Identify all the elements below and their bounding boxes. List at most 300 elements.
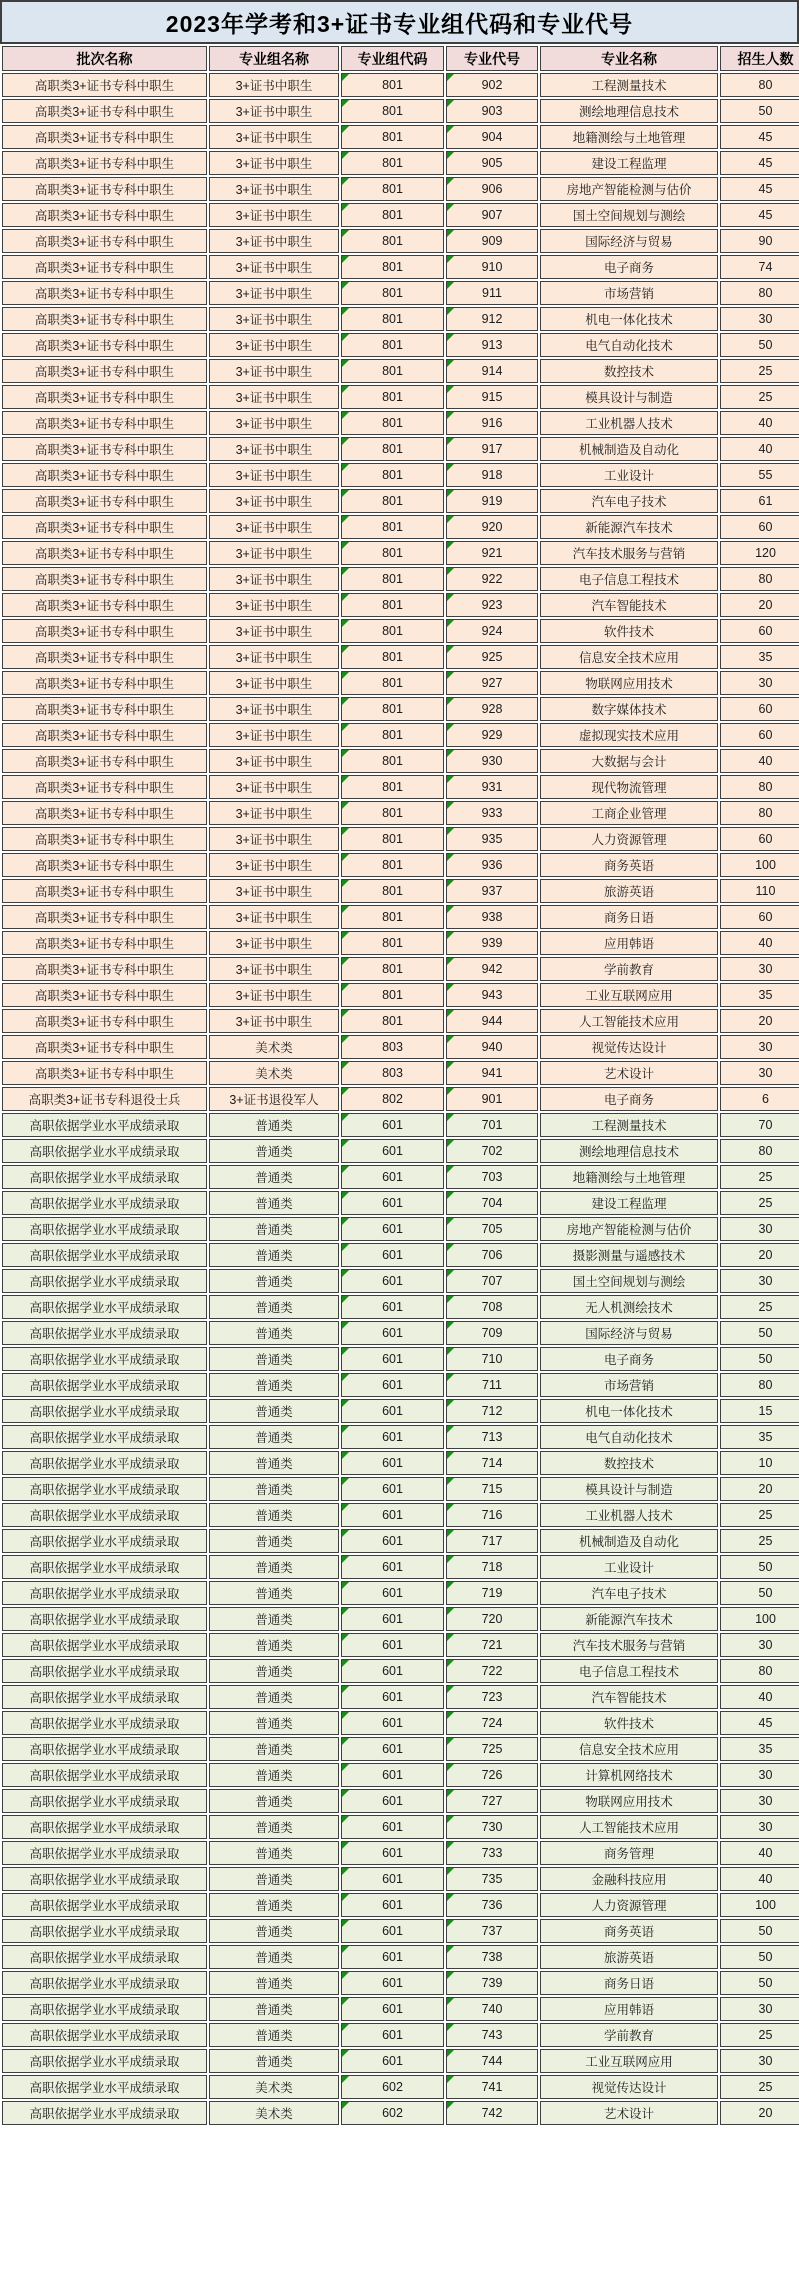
- batch-value: 高职类3+证书专科中职生: [34, 859, 175, 873]
- group-value: 3+证书中职生: [235, 339, 313, 353]
- cell-flag-triangle-icon: [447, 152, 454, 159]
- batch-value: 高职类3+证书专科中职生: [34, 365, 175, 379]
- enrollment-value: 50: [758, 1352, 773, 1366]
- group-code-value: 601: [382, 1612, 403, 1626]
- group-cell: [209, 1035, 339, 1059]
- major-code-cell: [446, 1139, 538, 1163]
- group-code-cell: [341, 1113, 444, 1137]
- major-code-cell: [446, 541, 538, 565]
- cell-flag-triangle-icon: [447, 1816, 454, 1823]
- enrollment-cell: [720, 255, 799, 279]
- enrollment-value: 30: [758, 1040, 773, 1054]
- table-row: [2, 827, 799, 851]
- major-code-cell: [446, 879, 538, 903]
- group-value: 普通类: [255, 1379, 293, 1393]
- batch-cell: [2, 1113, 207, 1137]
- table-row: [2, 1685, 799, 1709]
- cell-flag-triangle-icon: [447, 1322, 454, 1329]
- group-cell: [209, 2075, 339, 2099]
- group-value: 普通类: [255, 1743, 293, 1757]
- enrollment-value: 25: [758, 1534, 773, 1548]
- group-code-value: 601: [382, 1404, 403, 1418]
- group-code-value: 601: [382, 1664, 403, 1678]
- group-cell: [209, 229, 339, 253]
- group-cell: [209, 1555, 339, 1579]
- major-code-value: 707: [481, 1274, 503, 1288]
- enrollment-value: 20: [758, 2106, 773, 2120]
- table-row: [2, 1711, 799, 1735]
- major-name-value: 工业设计: [603, 1561, 654, 1575]
- group-value: 3+证书中职生: [235, 573, 313, 587]
- enrollment-value: 25: [758, 364, 773, 378]
- group-code-value: 801: [382, 364, 403, 378]
- cell-flag-triangle-icon: [342, 516, 349, 523]
- group-code-value: 802: [382, 1092, 403, 1106]
- major-code-value: 922: [481, 572, 503, 586]
- group-code-value: 601: [382, 1898, 403, 1912]
- batch-cell: [2, 1217, 207, 1241]
- batch-cell: [2, 489, 207, 513]
- group-code-value: 601: [382, 1690, 403, 1704]
- major-code-cell: [446, 931, 538, 955]
- cell-flag-triangle-icon: [342, 1686, 349, 1693]
- major-name-value: 虚拟现实技术应用: [578, 729, 679, 743]
- enrollment-cell: [720, 1893, 799, 1917]
- major-code-cell: [446, 411, 538, 435]
- major-name-cell: [540, 827, 718, 851]
- group-cell: [209, 1477, 339, 1501]
- group-value: 3+证书中职生: [235, 755, 313, 769]
- cell-flag-triangle-icon: [447, 1140, 454, 1147]
- table-row: [2, 619, 799, 643]
- enrollment-value: 60: [758, 910, 773, 924]
- batch-value: 高职类3+证书专科中职生: [34, 885, 175, 899]
- group-code-cell: [341, 1581, 444, 1605]
- enrollment-value: 25: [758, 1170, 773, 1184]
- cell-flag-triangle-icon: [447, 1504, 454, 1511]
- group-code-value: 801: [382, 1014, 403, 1028]
- cell-flag-triangle-icon: [342, 958, 349, 965]
- group-code-value: 601: [382, 1118, 403, 1132]
- group-code-cell: [341, 2049, 444, 2073]
- enrollment-cell: [720, 1737, 799, 1761]
- enrollment-value: 30: [758, 1768, 773, 1782]
- table-row: [2, 1659, 799, 1683]
- group-code-cell: [341, 567, 444, 591]
- group-code-cell: [341, 125, 444, 149]
- group-code-value: 803: [382, 1066, 403, 1080]
- batch-value: 高职类3+证书专科中职生: [34, 573, 175, 587]
- major-code-cell: [446, 177, 538, 201]
- cell-flag-triangle-icon: [447, 2102, 454, 2109]
- major-name-value: 旅游英语: [603, 885, 654, 899]
- batch-value: 高职依据学业水平成绩录取: [29, 1483, 180, 1497]
- batch-value: 高职依据学业水平成绩录取: [29, 1301, 180, 1315]
- major-name-value: 国际经济与贸易: [585, 1327, 673, 1341]
- table-row: [2, 567, 799, 591]
- batch-cell: [2, 879, 207, 903]
- batch-cell: [2, 619, 207, 643]
- cell-flag-triangle-icon: [342, 542, 349, 549]
- batch-cell: [2, 1555, 207, 1579]
- group-cell: [209, 359, 339, 383]
- major-name-cell: [540, 1737, 718, 1761]
- major-code-cell: [446, 905, 538, 929]
- enrollment-value: 25: [758, 1508, 773, 1522]
- group-code-cell: [341, 489, 444, 513]
- group-code-cell: [341, 385, 444, 409]
- major-name-cell: [540, 2023, 718, 2047]
- enrollment-cell: [720, 1113, 799, 1137]
- enrollment-value: 60: [758, 624, 773, 638]
- group-value: 3+证书退役军人: [229, 1093, 319, 1107]
- batch-value: 高职依据学业水平成绩录取: [29, 1535, 180, 1549]
- major-code-cell: [446, 2049, 538, 2073]
- major-name-cell: [540, 1581, 718, 1605]
- cell-flag-triangle-icon: [447, 1764, 454, 1771]
- enrollment-value: 45: [758, 156, 773, 170]
- cell-flag-triangle-icon: [342, 568, 349, 575]
- group-code-cell: [341, 1165, 444, 1189]
- table-row: [2, 125, 799, 149]
- group-cell: [209, 827, 339, 851]
- enrollment-cell: [720, 801, 799, 825]
- cell-flag-triangle-icon: [342, 698, 349, 705]
- major-code-value: 907: [481, 208, 503, 222]
- major-name-cell: [540, 1399, 718, 1423]
- group-code-value: 601: [382, 1742, 403, 1756]
- group-value: 3+证书中职生: [235, 807, 313, 821]
- cell-flag-triangle-icon: [342, 1868, 349, 1875]
- column-header-enrollment: 招生人数: [720, 46, 799, 71]
- batch-cell: [2, 1607, 207, 1631]
- batch-cell: [2, 1997, 207, 2021]
- enrollment-value: 20: [758, 598, 773, 612]
- enrollment-value: 35: [758, 650, 773, 664]
- cell-flag-triangle-icon: [447, 100, 454, 107]
- cell-flag-triangle-icon: [342, 1738, 349, 1745]
- group-cell: [209, 411, 339, 435]
- table-row: [2, 2075, 799, 2099]
- table-row: [2, 1373, 799, 1397]
- major-name-value: 工程测量技术: [591, 79, 667, 93]
- group-value: 3+证书中职生: [235, 469, 313, 483]
- major-name-value: 机电一体化技术: [585, 313, 673, 327]
- batch-cell: [2, 2049, 207, 2073]
- enrollment-cell: [720, 1789, 799, 1813]
- group-code-cell: [341, 931, 444, 955]
- major-name-value: 电子商务: [603, 261, 654, 275]
- major-code-value: 730: [481, 1820, 503, 1834]
- group-code-value: 601: [382, 1248, 403, 1262]
- group-cell: [209, 1347, 339, 1371]
- group-cell: [209, 567, 339, 591]
- cell-flag-triangle-icon: [447, 1348, 454, 1355]
- group-code-value: 801: [382, 130, 403, 144]
- cell-flag-triangle-icon: [447, 204, 454, 211]
- table-row: [2, 879, 799, 903]
- column-header-major-code: 专业代号: [446, 46, 538, 71]
- major-code-value: 901: [481, 1092, 503, 1106]
- enrollment-cell: [720, 1867, 799, 1891]
- major-code-cell: [446, 1555, 538, 1579]
- major-code-value: 702: [481, 1144, 503, 1158]
- major-code-cell: [446, 1269, 538, 1293]
- group-cell: [209, 1191, 339, 1215]
- group-value: 3+证书中职生: [235, 963, 313, 977]
- cell-flag-triangle-icon: [447, 282, 454, 289]
- batch-cell: [2, 1971, 207, 1995]
- table-row: [2, 983, 799, 1007]
- group-value: 普通类: [255, 1223, 293, 1237]
- major-name-value: 电气自动化技术: [585, 339, 673, 353]
- table-row: [2, 1243, 799, 1267]
- cell-flag-triangle-icon: [447, 906, 454, 913]
- batch-value: 高职类3+证书专科中职生: [34, 1041, 175, 1055]
- cell-flag-triangle-icon: [447, 1634, 454, 1641]
- major-code-value: 726: [481, 1768, 503, 1782]
- major-code-cell: [446, 1581, 538, 1605]
- group-cell: [209, 905, 339, 929]
- batch-value: 高职依据学业水平成绩录取: [29, 1665, 180, 1679]
- enrollment-value: 40: [758, 442, 773, 456]
- batch-value: 高职依据学业水平成绩录取: [29, 1821, 180, 1835]
- group-value: 普通类: [255, 1275, 293, 1289]
- major-name-value: 电子信息工程技术: [578, 1665, 679, 1679]
- batch-cell: [2, 385, 207, 409]
- batch-cell: [2, 1425, 207, 1449]
- group-code-cell: [341, 333, 444, 357]
- cell-flag-triangle-icon: [342, 1010, 349, 1017]
- cell-flag-triangle-icon: [447, 256, 454, 263]
- major-code-cell: [446, 359, 538, 383]
- major-name-value: 建设工程监理: [591, 157, 667, 171]
- group-code-value: 801: [382, 312, 403, 326]
- batch-cell: [2, 749, 207, 773]
- group-code-cell: [341, 1321, 444, 1345]
- batch-value: 高职类3+证书专科中职生: [34, 599, 175, 613]
- cell-flag-triangle-icon: [447, 334, 454, 341]
- cell-flag-triangle-icon: [342, 984, 349, 991]
- table-row: [2, 1269, 799, 1293]
- group-value: 3+证书中职生: [235, 261, 313, 275]
- major-code-cell: [446, 1399, 538, 1423]
- group-cell: [209, 1087, 339, 1111]
- group-cell: [209, 1659, 339, 1683]
- table-row: [2, 593, 799, 617]
- major-code-value: 918: [481, 468, 503, 482]
- group-code-value: 601: [382, 1482, 403, 1496]
- enrollment-cell: [720, 281, 799, 305]
- major-code-value: 704: [481, 1196, 503, 1210]
- enrollment-cell: [720, 203, 799, 227]
- batch-value: 高职依据学业水平成绩录取: [29, 1327, 180, 1341]
- major-name-value: 房地产智能检测与估价: [566, 183, 692, 197]
- group-code-value: 601: [382, 1820, 403, 1834]
- major-code-cell: [446, 827, 538, 851]
- major-code-cell: [446, 1009, 538, 1033]
- cell-flag-triangle-icon: [342, 334, 349, 341]
- major-code-value: 717: [481, 1534, 503, 1548]
- group-cell: [209, 1789, 339, 1813]
- group-code-cell: [341, 905, 444, 929]
- enrollment-value: 50: [758, 338, 773, 352]
- batch-value: 高职依据学业水平成绩录取: [29, 1795, 180, 1809]
- group-cell: [209, 1815, 339, 1839]
- group-code-value: 601: [382, 1508, 403, 1522]
- enrollment-value: 80: [758, 1378, 773, 1392]
- enrollment-cell: [720, 1555, 799, 1579]
- table-row: [2, 1425, 799, 1449]
- group-cell: [209, 619, 339, 643]
- cell-flag-triangle-icon: [342, 308, 349, 315]
- group-value: 普通类: [255, 1665, 293, 1679]
- enrollment-cell: [720, 2023, 799, 2047]
- major-code-cell: [446, 125, 538, 149]
- batch-cell: [2, 775, 207, 799]
- major-code-value: 913: [481, 338, 503, 352]
- group-value: 普通类: [255, 1509, 293, 1523]
- table-row: [2, 229, 799, 253]
- batch-cell: [2, 593, 207, 617]
- batch-cell: [2, 567, 207, 591]
- cell-flag-triangle-icon: [342, 1088, 349, 1095]
- group-code-value: 801: [382, 936, 403, 950]
- table-row: [2, 1763, 799, 1787]
- major-name-cell: [540, 151, 718, 175]
- cell-flag-triangle-icon: [342, 360, 349, 367]
- cell-flag-triangle-icon: [447, 1452, 454, 1459]
- major-name-cell: [540, 1815, 718, 1839]
- major-code-value: 931: [481, 780, 503, 794]
- enrollment-value: 45: [758, 208, 773, 222]
- cell-flag-triangle-icon: [342, 1972, 349, 1979]
- group-value: 普通类: [255, 2029, 293, 2043]
- major-code-value: 914: [481, 364, 503, 378]
- major-name-value: 现代物流管理: [591, 781, 667, 795]
- major-code-cell: [446, 567, 538, 591]
- group-code-cell: [341, 827, 444, 851]
- cell-flag-triangle-icon: [342, 282, 349, 289]
- group-value: 3+证书中职生: [235, 989, 313, 1003]
- major-name-cell: [540, 775, 718, 799]
- group-value: 普通类: [255, 1717, 293, 1731]
- major-code-cell: [446, 2101, 538, 2125]
- cell-flag-triangle-icon: [342, 1816, 349, 1823]
- group-code-value: 803: [382, 1040, 403, 1054]
- major-code-value: 708: [481, 1300, 503, 1314]
- group-code-value: 801: [382, 468, 403, 482]
- major-code-cell: [446, 1061, 538, 1085]
- group-code-value: 801: [382, 520, 403, 534]
- cell-flag-triangle-icon: [447, 1426, 454, 1433]
- enrollment-cell: [720, 515, 799, 539]
- group-value: 3+证书中职生: [235, 417, 313, 431]
- batch-cell: [2, 1711, 207, 1735]
- group-cell: [209, 2023, 339, 2047]
- group-code-cell: [341, 1685, 444, 1709]
- group-code-value: 601: [382, 1170, 403, 1184]
- cell-flag-triangle-icon: [447, 776, 454, 783]
- major-name-cell: [540, 645, 718, 669]
- group-cell: [209, 1269, 339, 1293]
- major-name-value: 工业设计: [603, 469, 654, 483]
- batch-cell: [2, 1061, 207, 1085]
- major-code-value: 941: [481, 1066, 503, 1080]
- enrollment-value: 6: [762, 1092, 769, 1106]
- major-code-cell: [446, 151, 538, 175]
- group-code-value: 801: [382, 78, 403, 92]
- batch-value: 高职类3+证书专科中职生: [34, 911, 175, 925]
- group-value: 3+证书中职生: [235, 105, 313, 119]
- group-code-value: 801: [382, 208, 403, 222]
- batch-value: 高职类3+证书专科退役士兵: [28, 1093, 181, 1107]
- batch-cell: [2, 1919, 207, 1943]
- group-cell: [209, 1321, 339, 1345]
- major-code-cell: [446, 1243, 538, 1267]
- group-cell: [209, 853, 339, 877]
- batch-value: 高职依据学业水平成绩录取: [29, 2107, 180, 2121]
- table-row: [2, 1503, 799, 1527]
- enrollment-value: 30: [758, 1222, 773, 1236]
- batch-value: 高职类3+证书专科中职生: [34, 729, 175, 743]
- major-code-cell: [446, 983, 538, 1007]
- major-code-cell: [446, 1841, 538, 1865]
- group-cell: [209, 931, 339, 955]
- enrollment-value: 70: [758, 1118, 773, 1132]
- enrollment-value: 80: [758, 286, 773, 300]
- major-name-value: 机械制造及自动化: [578, 443, 679, 457]
- batch-value: 高职类3+证书专科中职生: [34, 79, 175, 93]
- major-name-cell: [540, 1607, 718, 1631]
- cell-flag-triangle-icon: [447, 568, 454, 575]
- major-name-cell: [540, 1789, 718, 1813]
- cell-flag-triangle-icon: [447, 1036, 454, 1043]
- cell-flag-triangle-icon: [342, 438, 349, 445]
- cell-flag-triangle-icon: [447, 1660, 454, 1667]
- major-name-cell: [540, 1659, 718, 1683]
- enrollment-cell: [720, 1295, 799, 1319]
- batch-cell: [2, 151, 207, 175]
- enrollment-cell: [720, 1529, 799, 1553]
- major-name-cell: [540, 1919, 718, 1943]
- cell-flag-triangle-icon: [342, 490, 349, 497]
- table-row: [2, 1295, 799, 1319]
- group-code-cell: [341, 1269, 444, 1293]
- enrollment-value: 40: [758, 754, 773, 768]
- major-code-value: 930: [481, 754, 503, 768]
- enrollment-cell: [720, 1997, 799, 2021]
- cell-flag-triangle-icon: [342, 178, 349, 185]
- major-name-cell: [540, 1971, 718, 1995]
- group-code-cell: [341, 1711, 444, 1735]
- major-code-value: 722: [481, 1664, 503, 1678]
- batch-cell: [2, 541, 207, 565]
- table-row: [2, 203, 799, 227]
- group-code-value: 601: [382, 1560, 403, 1574]
- group-code-value: 601: [382, 2028, 403, 2042]
- batch-cell: [2, 1945, 207, 1969]
- major-name-cell: [540, 99, 718, 123]
- table-row: [2, 1867, 799, 1891]
- major-code-value: 937: [481, 884, 503, 898]
- major-code-cell: [446, 203, 538, 227]
- cell-flag-triangle-icon: [447, 984, 454, 991]
- group-cell: [209, 801, 339, 825]
- enrollment-cell: [720, 1269, 799, 1293]
- enrollment-value: 35: [758, 988, 773, 1002]
- group-cell: [209, 73, 339, 97]
